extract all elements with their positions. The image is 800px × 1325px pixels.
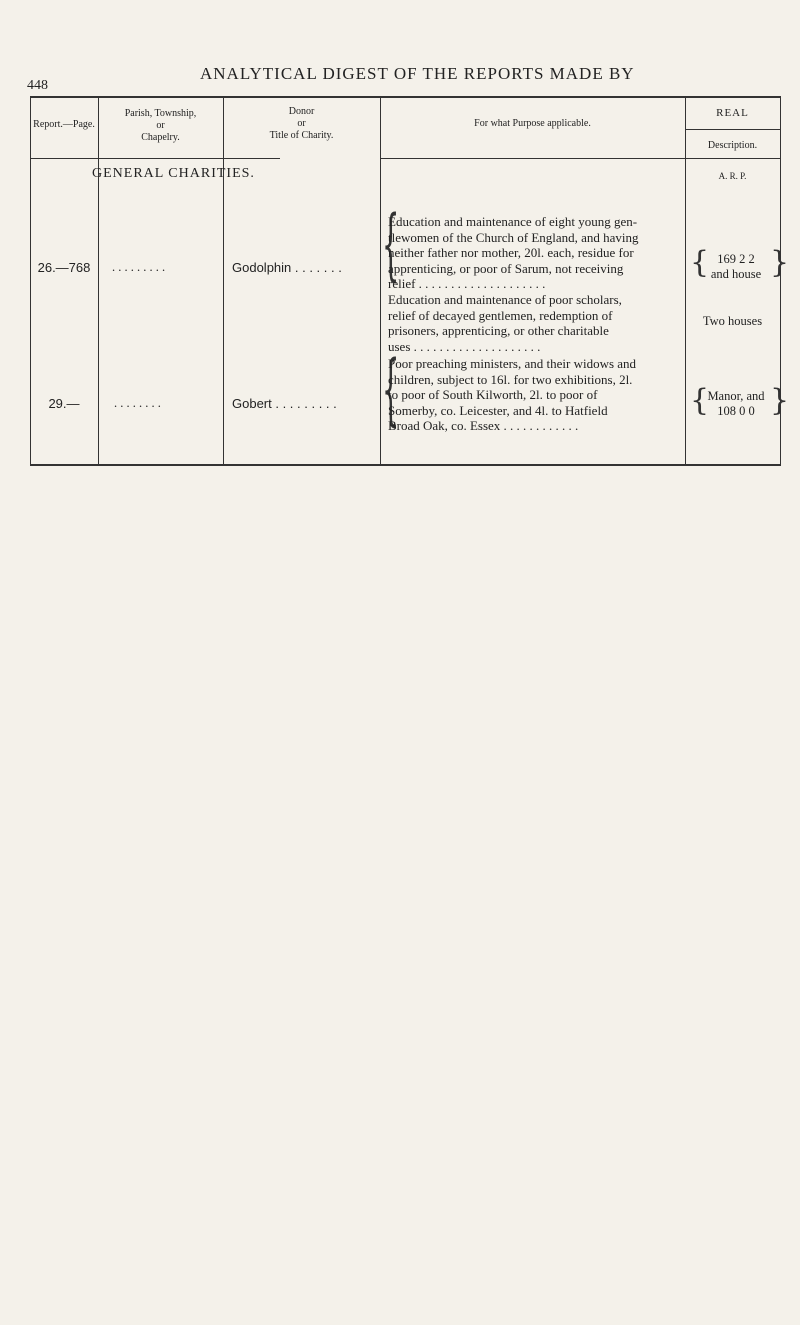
header-rule-left bbox=[30, 158, 280, 159]
row2-desc-brace-open: { bbox=[690, 383, 710, 418]
header-parish: Parish, Township, or Chapelry. bbox=[124, 108, 197, 143]
header-description: Description. bbox=[707, 140, 758, 151]
row1-purpose-brace-open: { bbox=[382, 200, 400, 290]
section-title: GENERAL CHARITIES. bbox=[92, 166, 255, 181]
header-rule-right bbox=[380, 158, 780, 159]
row1-parish: . . . . . . . . . bbox=[112, 260, 166, 274]
row1-description-a: 169 2 2 and house bbox=[710, 252, 762, 281]
row2-donor: Gobert . . . . . . . . . bbox=[232, 396, 337, 411]
row2-parish: . . . . . . . . bbox=[114, 396, 161, 410]
header-units: A. R. P. bbox=[718, 171, 747, 181]
header-report-page: Report.—Page. bbox=[33, 119, 95, 130]
row2-description: Manor, and 108 0 0 bbox=[707, 389, 765, 418]
col-rule-4 bbox=[380, 96, 381, 466]
row1-report-page: 26.—768 bbox=[37, 260, 91, 275]
bottom-rule bbox=[30, 464, 780, 466]
row1-description-b: Two houses bbox=[702, 314, 763, 328]
real-sub-rule bbox=[685, 129, 780, 130]
top-rule bbox=[30, 96, 780, 98]
row1-desc-brace-open: { bbox=[690, 245, 710, 280]
charities-table bbox=[30, 96, 790, 466]
row2-report-page: 29.— bbox=[48, 396, 80, 411]
col-rule-2 bbox=[98, 96, 99, 466]
header-real: REAL bbox=[716, 107, 749, 119]
row2-purpose: Poor preaching ministers, and their widows and children, subject to 16l. for two exhibitions, 2l. to poor of South Kilworth, 2l. to poor of Somerby, co. Leicester, and 4l. to Hatfield Broad Oak, co. Essex . . . . . . . . . . . . bbox=[388, 356, 637, 433]
row1-purpose-b: Education and maintenance of poor scholars, relief of decayed gentlemen, redemption of prisoners, apprenticing, or other charitable uses . . . . . . . . . . . . . . . . . . . . bbox=[388, 292, 622, 354]
row1-desc-brace-close: } bbox=[770, 245, 790, 280]
row2-desc-brace-close: } bbox=[770, 383, 790, 418]
row1-purpose-a: Education and maintenance of eight young gen- tlewomen of the Church of England, and having neither father nor mother, 20l. each, residue for apprenticing, or poor of Sarum, not receiving relief . . . . . . . . . . . . . . . . . . . . bbox=[388, 214, 639, 291]
header-donor: Donor or Title of Charity. bbox=[269, 106, 334, 141]
page-number: 448 bbox=[27, 78, 48, 93]
row1-donor: Godolphin . . . . . . . bbox=[232, 260, 342, 275]
row2-purpose-brace-open: { bbox=[382, 345, 400, 435]
header-purpose: For what Purpose applicable. bbox=[474, 118, 591, 129]
col-rule-3 bbox=[223, 96, 224, 466]
running-head: ANALYTICAL DIGEST OF THE REPORTS MADE BY bbox=[200, 64, 635, 83]
